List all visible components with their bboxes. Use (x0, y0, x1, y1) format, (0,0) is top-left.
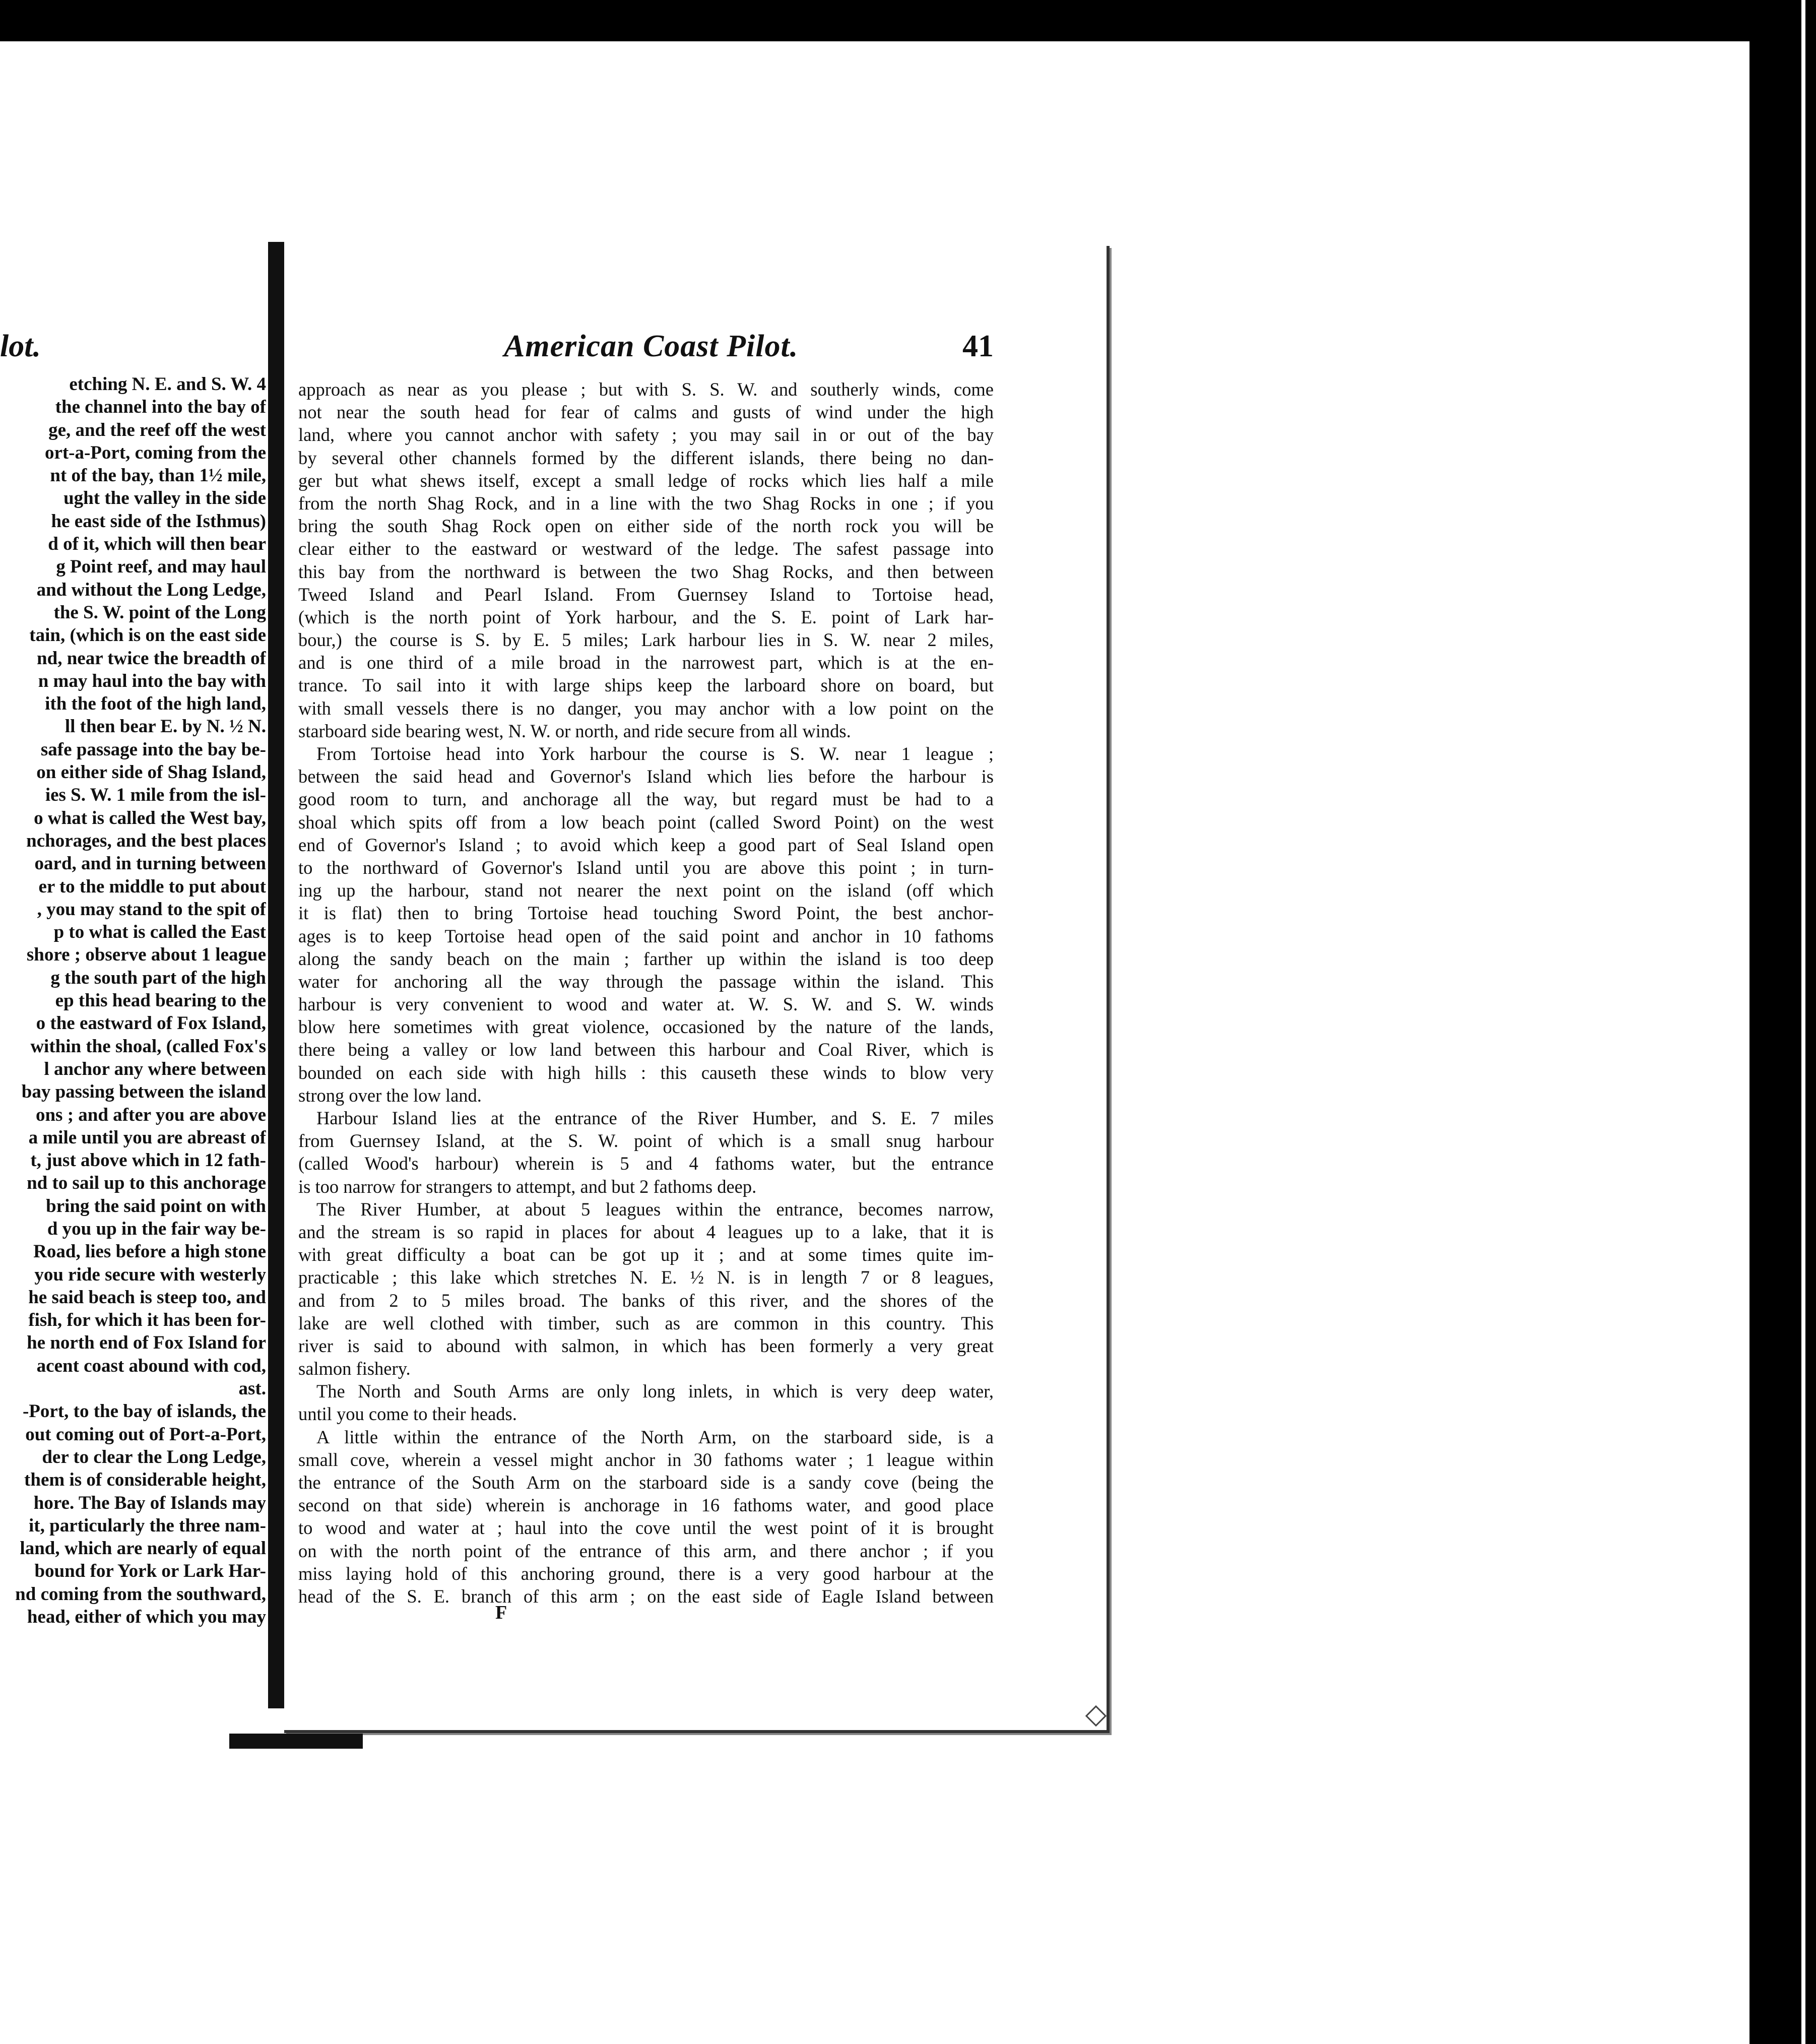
body-line: practicable ; this lake which stretches N. E. ½ N. is in length 7 or 8 leagues, (298, 1267, 994, 1288)
body-line: it is flat) then to bring Tortoise head touching Sword Point, the best anchor- (298, 903, 994, 924)
body-line: between the said head and Governor's Island which lies before the harbour is (298, 766, 994, 787)
body-line: lake are well clothed with timber, such as are common in this country. This (298, 1312, 994, 1333)
body-text (298, 378, 994, 1608)
scan-border-right (1749, 0, 1816, 2044)
body-line: along the sandy beach on the main ; farther up within the island is too deep (298, 948, 994, 969)
body-line: harbour is very convenient to wood and water at. W. S. W. and S. W. winds (298, 994, 994, 1015)
body-line: and is one third of a mile broad in the narrowest part, which is at the en- (298, 652, 994, 673)
body-line: this bay from the northward is between the two Shag Rocks, and then between (298, 561, 994, 582)
body-line: bring the south Shag Rock open on either side of the north rock you will be (298, 516, 994, 537)
left-page-line: er to the middle to put about (38, 876, 266, 897)
left-page-line: nd, near twice the breadth of (37, 648, 266, 669)
left-page-line: etching N. E. and S. W. 4 (69, 374, 266, 395)
left-page-line: ep this head bearing to the (55, 990, 266, 1011)
body-line: with small vessels there is no danger, you may anchor with a low point on the (298, 697, 994, 719)
left-page-line: d of it, which will then bear (48, 534, 266, 555)
left-page-line: within the shoal, (called Fox's (30, 1036, 266, 1057)
left-page-line: ies S. W. 1 mile from the isl- (45, 785, 266, 806)
left-page-line: and without the Long Ledge, (36, 579, 266, 600)
left-page-line: nd coming from the southward, (15, 1583, 266, 1605)
left-page-line: you ride secure with westerly (34, 1264, 266, 1285)
body-line: with great difficulty a boat can be got up it ; and at some times quite im- (298, 1244, 994, 1265)
left-page-line: n may haul into the bay with (38, 670, 266, 691)
body-line: bounded on each side with high hills : this causeth these winds to blow very (298, 1062, 994, 1083)
body-line: (which is the north point of York harbour, and the S. E. point of Lark har- (298, 606, 994, 627)
left-page-line: it, particularly the three nam- (29, 1515, 266, 1536)
body-line: trance. To sail into it with large ships keep the larboard shore on board, but (298, 675, 994, 696)
left-page-line: Road, lies before a high stone (33, 1241, 266, 1262)
body-line: ger but what shews itself, except a small ledge of rocks which lies half a mile (298, 470, 994, 491)
scan-border-line (1801, 0, 1805, 2044)
body-line: on with the north point of the entrance of this arm, and there anchor ; if you (298, 1540, 994, 1561)
left-page-line: nt of the bay, than 1½ mile, (50, 465, 266, 486)
left-page-line: the S. W. point of the Long (53, 602, 266, 623)
book-spine-foot (229, 1734, 363, 1749)
body-line: The North and South Arms are only long inlets, in which is very deep water, (316, 1381, 994, 1402)
left-page-line: -Port, to the bay of islands, the (22, 1401, 266, 1422)
left-page-line: head, either of which you may (27, 1607, 266, 1628)
left-page-line: ast. (238, 1378, 266, 1399)
left-page-line: d you up in the fair way be- (47, 1218, 266, 1239)
left-page-line: ith the foot of the high land, (45, 693, 266, 715)
body-line: and the stream is so rapid in places for about 4 leagues up to a lake, that it is (298, 1221, 994, 1242)
body-line: by several other channels formed by the different islands, there being no dan- (298, 447, 994, 468)
body-line: small cove, wherein a vessel might anchor in 30 fathoms water ; 1 league within (298, 1449, 994, 1470)
page-number: 41 (962, 329, 994, 363)
body-line: miss laying hold of this anchoring ground, there is a very good harbour at the (298, 1563, 994, 1584)
body-line: land, where you cannot anchor with safety ; you may sail in or out of the bay (298, 424, 994, 445)
body-line: salmon fishery. (298, 1358, 411, 1379)
signature-mark: F (495, 1602, 507, 1623)
left-page-line: acent coast abound with cod, (36, 1355, 266, 1376)
left-page-line: oard, and in turning between (34, 853, 266, 874)
body-line: not near the south head for fear of calms and gusts of wind under the high (298, 402, 994, 423)
left-page-line: the channel into the bay of (55, 397, 266, 418)
left-page-line: he east side of the Isthmus) (51, 510, 266, 532)
body-line: starboard side bearing west, N. W. or north, and ride secure from all winds. (298, 720, 851, 741)
body-line: from Guernsey Island, at the S. W. point of which is a small snug harbour (298, 1130, 994, 1152)
body-line: second on that side) wherein is anchorage in 16 fathoms water, and good place (298, 1495, 994, 1516)
body-line: water for anchoring all the way through the passage within the island. This (298, 971, 994, 992)
left-page-line: bay passing between the island (21, 1081, 266, 1103)
left-page-line: der to clear the Long Ledge, (42, 1446, 266, 1467)
left-page-line: ons ; and after you are above (35, 1104, 266, 1125)
left-page-line: g Point reef, and may haul (56, 556, 266, 578)
left-page-line: hore. The Bay of Islands may (33, 1492, 266, 1513)
body-line: head of the S. E. branch of this arm ; on the east side of Eagle Island between (298, 1585, 994, 1607)
left-page-line: l anchor any where between (44, 1058, 266, 1079)
left-page-line: fish, for which it has been for- (28, 1310, 266, 1331)
body-line: end of Governor's Island ; to avoid which keep a good part of Seal Island open (298, 834, 994, 855)
left-page-line: he said beach is steep too, and (28, 1287, 266, 1308)
left-page-header: lot. (0, 329, 41, 363)
body-line: bour,) the course is S. by E. 5 miles; Lark harbour lies in S. W. near 2 miles, (298, 629, 994, 651)
body-line: ing up the harbour, stand not nearer the next point on the island (off which (298, 880, 994, 901)
body-line: A little within the entrance of the North Arm, on the starboard side, is a (316, 1426, 994, 1447)
body-line: From Tortoise head into York harbour the course is S. W. near 1 league ; (316, 743, 994, 764)
body-line: (called Wood's harbour) wherein is 5 and 4 fathoms water, but the entrance (298, 1153, 994, 1174)
left-page-line: o the eastward of Fox Island, (36, 1013, 266, 1034)
body-line: is too narrow for strangers to attempt, and but 2 fathoms deep. (298, 1176, 757, 1197)
left-page-line: tain, (which is on the east side (29, 625, 266, 646)
left-page-line: shore ; observe about 1 league (26, 944, 266, 966)
body-line: blow here sometimes with great violence, occasioned by the nature of the lands, (298, 1016, 994, 1038)
left-page-line: bound for York or Lark Har- (34, 1561, 266, 1582)
left-page-line: ort-a-Port, coming from the (44, 442, 266, 463)
body-line: from the north Shag Rock, and in a line with the two Shag Rocks in one ; if you (298, 492, 994, 514)
left-page-line: them is of considerable height, (24, 1470, 266, 1491)
body-line: ages is to keep Tortoise head open of the said point and anchor in 10 fathoms (298, 925, 994, 946)
body-line: there being a valley or low land between this harbour and Coal River, which is (298, 1039, 994, 1060)
body-line: Harbour Island lies at the entrance of the River Humber, and S. E. 7 miles (316, 1108, 994, 1128)
body-line: the entrance of the South Arm on the starboard side is a sandy cove (being the (298, 1472, 994, 1493)
left-page-line: ge, and the reef off the west (48, 419, 266, 440)
left-page-line: nchorages, and the best places (26, 830, 266, 851)
body-line: clear either to the eastward or westward of the ledge. The safest passage into (298, 538, 994, 559)
left-page-line: p to what is called the East (53, 922, 266, 943)
body-line: Tweed Island and Pearl Island. From Guernsey Island to Tortoise head, (298, 584, 994, 605)
left-page-line: a mile until you are abreast of (28, 1127, 266, 1148)
left-page-text (0, 373, 266, 1628)
left-page-line: g the south part of the high (50, 967, 266, 988)
left-page-line: bring the said point on with (46, 1195, 266, 1217)
body-line: The River Humber, at about 5 leagues within the entrance, becomes narrow, (316, 1198, 994, 1220)
body-line: river is said to abound with salmon, in which has been formerly a very great (298, 1335, 994, 1356)
body-line: to the northward of Governor's Island until you are above this point ; in turn- (298, 857, 994, 878)
running-title: American Coast Pilot. (504, 329, 799, 363)
left-page-line: nd to sail up to this anchorage (27, 1173, 266, 1194)
left-page-line: out coming out of Port-a-Port, (25, 1424, 266, 1445)
body-line: until you come to their heads. (298, 1403, 517, 1425)
left-page-line: land, which are nearly of equal (20, 1538, 266, 1559)
left-page-line: on either side of Shag Island, (36, 762, 266, 783)
body-line: to wood and water at ; haul into the cove until the west point of it is brought (298, 1517, 994, 1539)
body-line: good room to turn, and anchorage all the way, but regard must be had to a (298, 789, 994, 810)
body-line: and from 2 to 5 miles broad. The banks of this river, and the shores of the (298, 1290, 994, 1311)
left-page-line: safe passage into the bay be- (40, 739, 266, 760)
left-page-line: t, just above which in 12 fath- (30, 1150, 266, 1171)
book-spine (268, 242, 284, 1708)
body-line: shoal which spits off from a low beach point (called Sword Point) on the west (298, 811, 994, 833)
left-page-line: o what is called the West bay, (34, 807, 266, 828)
left-page-line: he north end of Fox Island for (27, 1332, 266, 1354)
left-page-line: , you may stand to the spit of (37, 899, 266, 920)
body-line: approach as near as you please ; but with S. S. W. and southerly winds, come (298, 379, 994, 400)
body-line: strong over the low land. (298, 1084, 482, 1106)
left-page-line: ll then bear E. by N. ½ N. (64, 716, 266, 737)
left-page-line: ught the valley in the side (63, 488, 266, 509)
